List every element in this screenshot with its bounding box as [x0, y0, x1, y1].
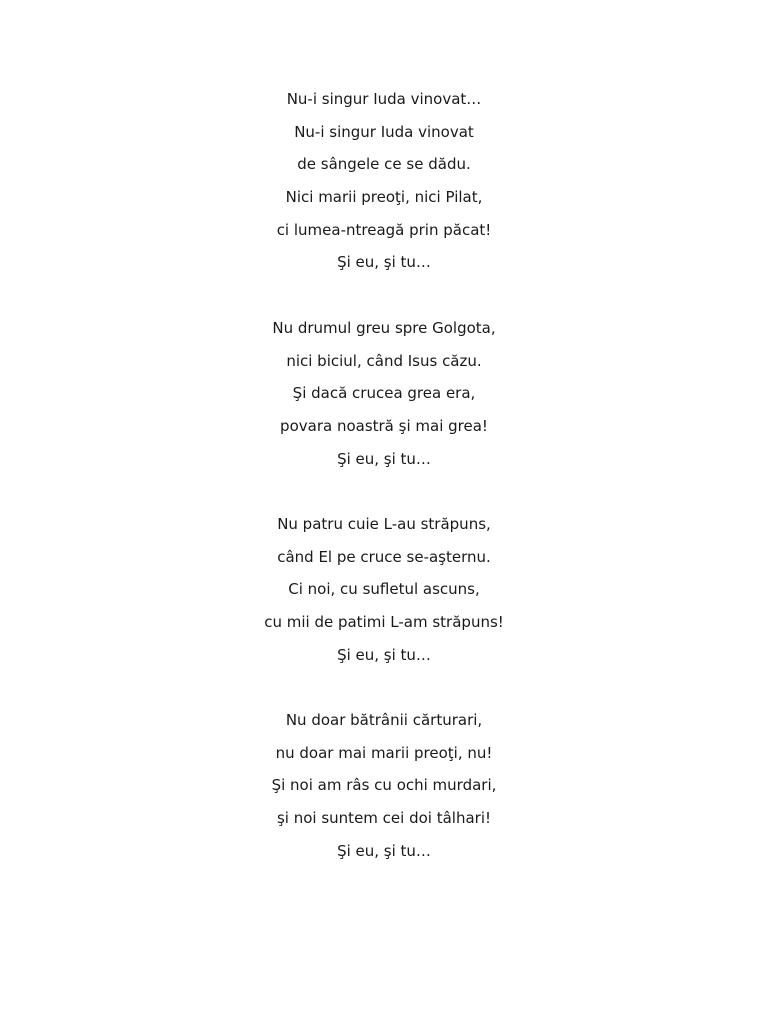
stanza-line: Ci noi, cu sufletul ascuns,	[288, 580, 480, 599]
poem-title: Nu-i singur Iuda vinovat…	[286, 90, 482, 108]
stanza-line: nu doar mai marii preoţi, nu!	[275, 743, 493, 762]
stanza-line: nici biciul, când Isus căzu.	[286, 351, 482, 370]
stanza-1	[0, 116, 768, 279]
stanza-line: Nu patru cuie L-au străpuns,	[277, 514, 491, 533]
refrain-line: Şi eu, şi tu…	[337, 841, 431, 860]
stanza-line: Nu drumul greu spre Golgota,	[272, 318, 496, 337]
refrain-line: Şi eu, şi tu…	[337, 449, 431, 468]
stanza-line: povara noastră şi mai grea!	[280, 416, 488, 435]
stanza-line: Şi dacă crucea grea era,	[292, 384, 476, 403]
stanza-4	[0, 704, 768, 867]
stanza-line: ci lumea-ntreagă prin păcat!	[276, 220, 492, 239]
stanza-line: de sângele ce se dădu.	[297, 155, 471, 174]
stanza-line: Nici marii preoţi, nici Pilat,	[285, 188, 483, 207]
refrain-line: Şi eu, şi tu…	[337, 645, 431, 664]
stanza-3	[0, 508, 768, 671]
poem-page	[0, 83, 768, 868]
stanza-line: Nu-i singur Iuda vinovat	[294, 122, 474, 141]
stanza-2	[0, 312, 768, 475]
stanza-line: Şi noi am râs cu ochi murdari,	[271, 776, 497, 795]
stanza-line: Nu doar bătrânii cărturari,	[285, 711, 483, 730]
stanza-line: şi noi suntem cei doi tâlhari!	[276, 809, 492, 828]
refrain-line: Şi eu, şi tu…	[337, 253, 431, 272]
stanza-line: cu mii de patimi L-am străpuns!	[264, 613, 504, 631]
stanza-line: când El pe cruce se-aşternu.	[277, 547, 491, 566]
